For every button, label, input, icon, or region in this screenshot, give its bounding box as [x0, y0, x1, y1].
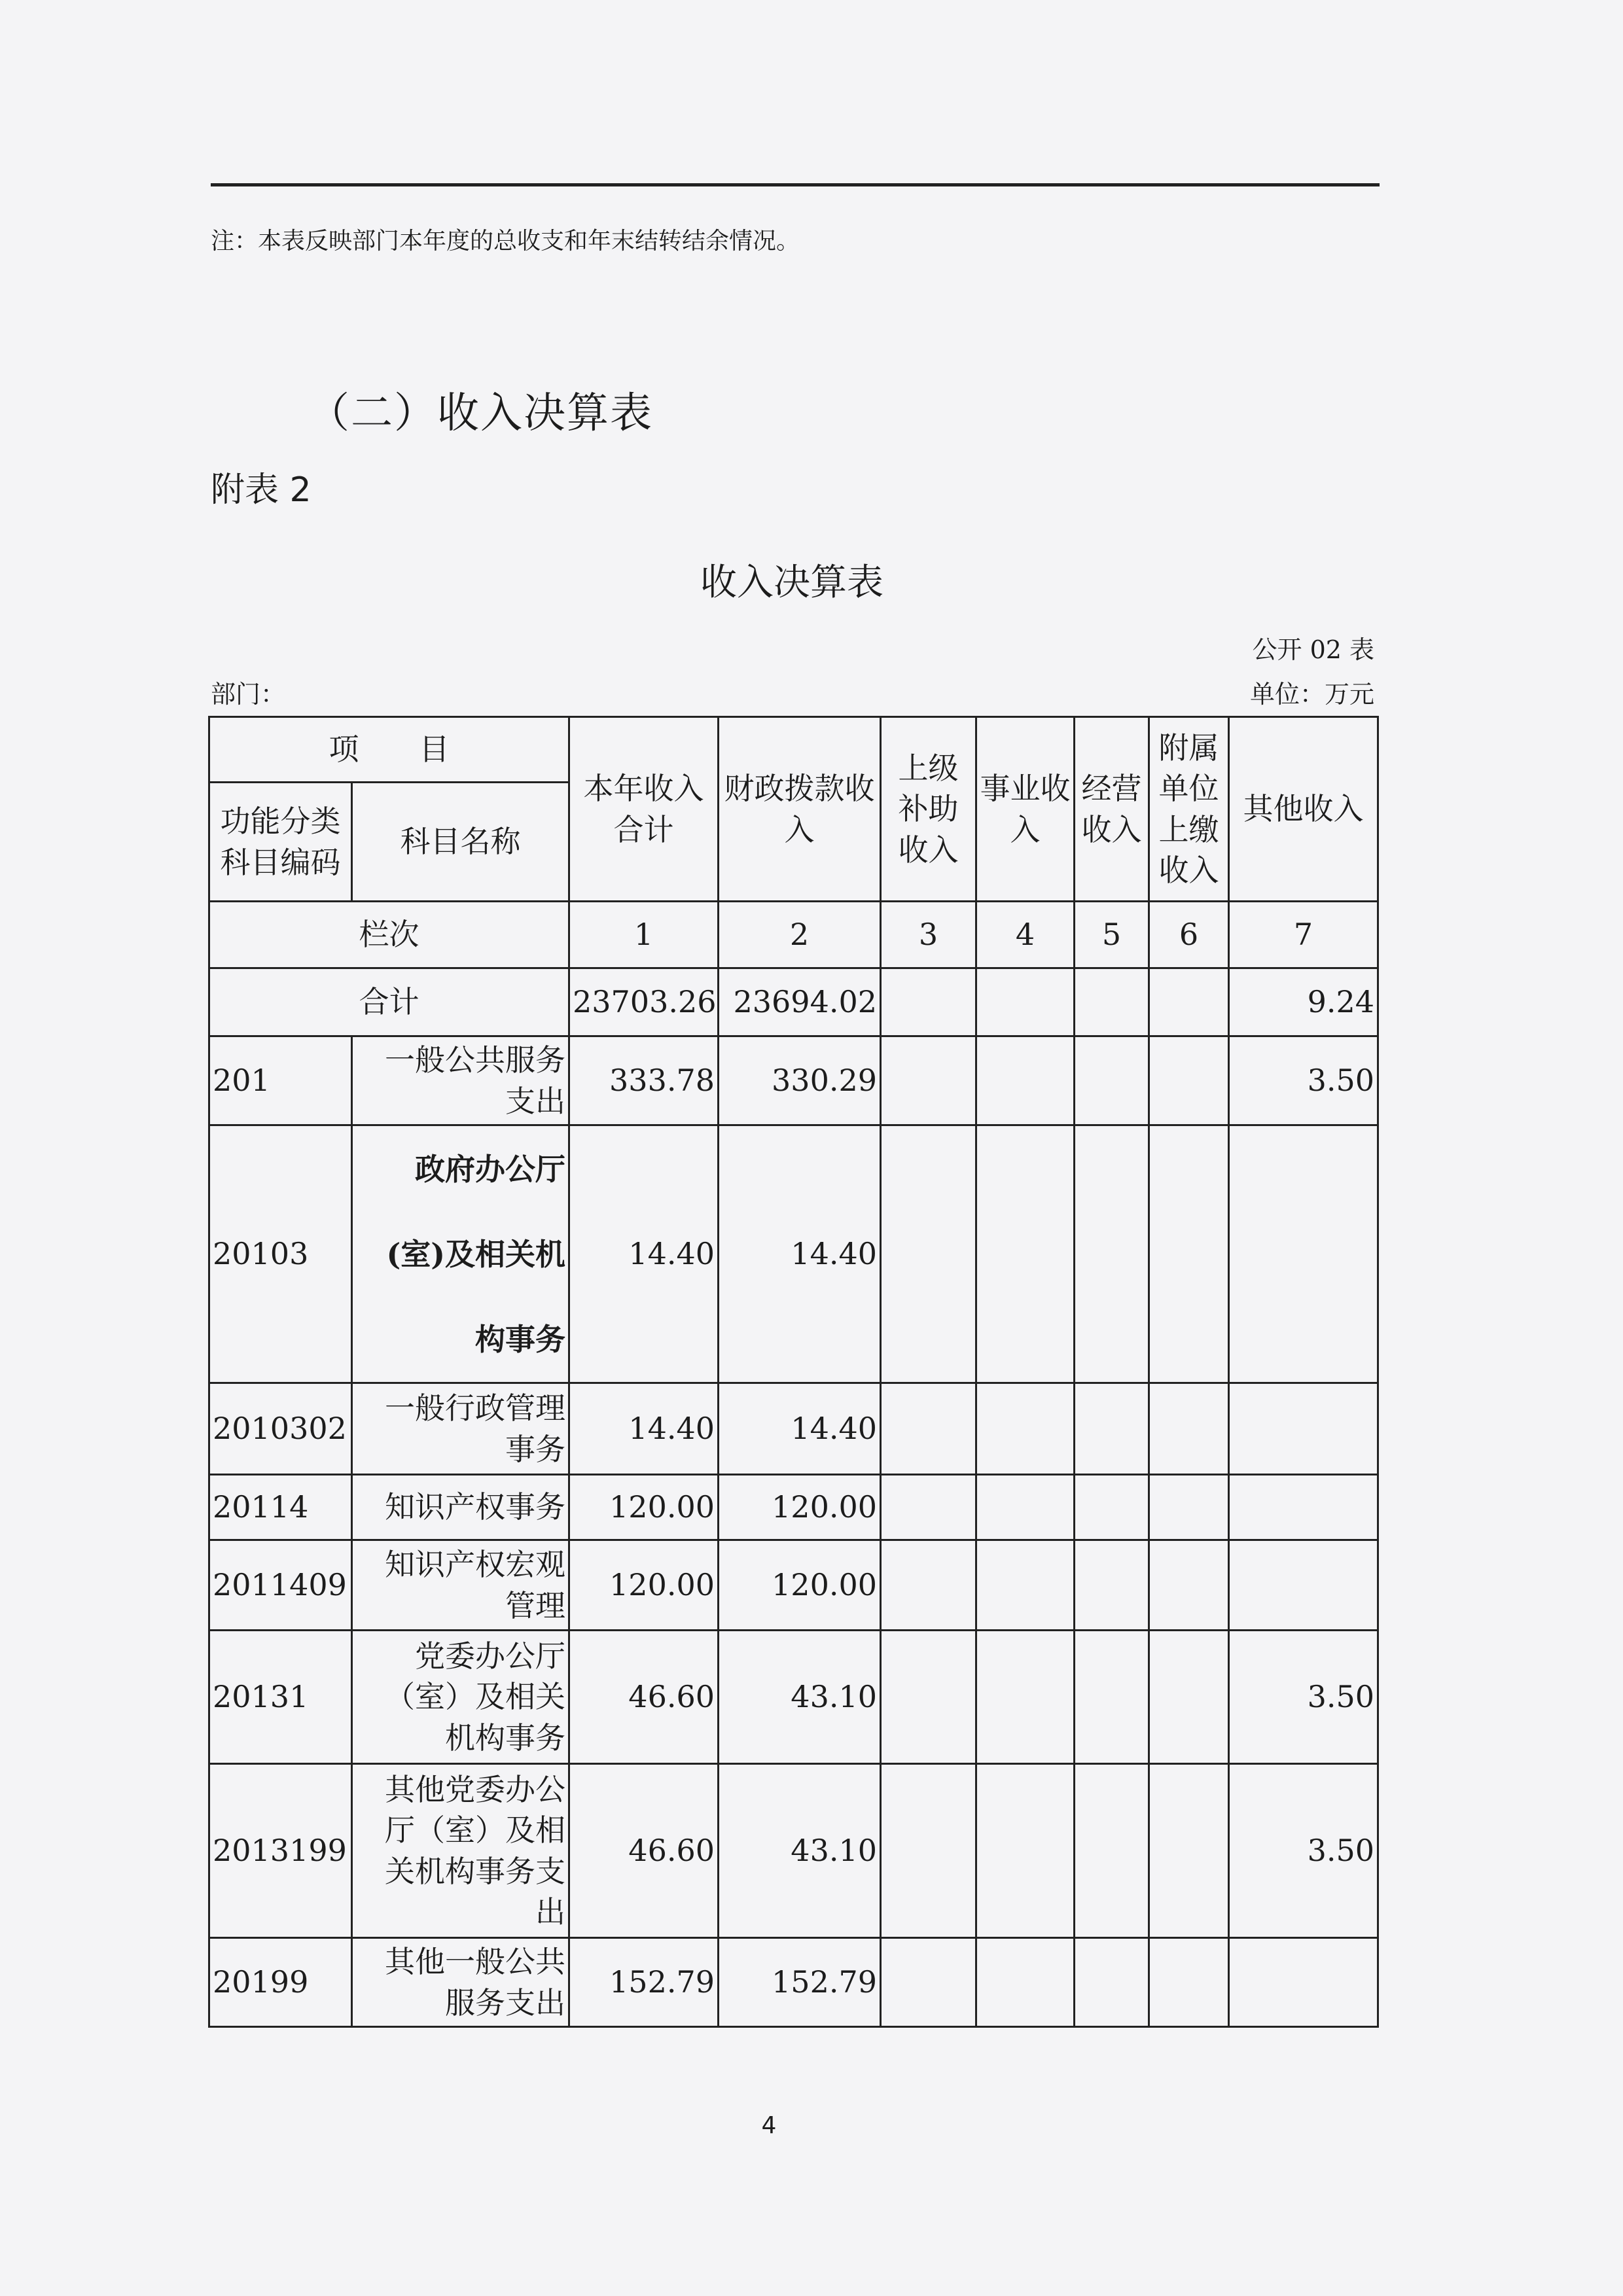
cell-fiscal: 330.29 [719, 1036, 881, 1125]
cell-business [976, 968, 1075, 1036]
cell-operating [1075, 1383, 1149, 1475]
table-title: 收入决算表 [700, 561, 883, 604]
cell-business [976, 1036, 1075, 1125]
table-row [209, 1125, 1378, 1383]
header-project: 项 目 [209, 717, 569, 783]
cell-affiliated [1149, 1475, 1229, 1540]
top-divider [211, 183, 1380, 186]
cell-operating [1075, 1475, 1149, 1540]
cell-subsidy [881, 1938, 976, 2027]
header-fiscal: 财政拨款收入 [719, 717, 881, 902]
column-number-row [209, 902, 1378, 968]
cell-affiliated [1149, 968, 1229, 1036]
total-label: 合计 [209, 968, 569, 1036]
col-num: 2 [719, 902, 881, 968]
cell-operating [1075, 1540, 1149, 1631]
col-num: 4 [976, 902, 1075, 968]
note-text: 注：本表反映部门本年度的总收支和年末结转结余情况。 [211, 228, 800, 255]
cell-total: 23703.26 [569, 968, 719, 1036]
column-label: 栏次 [209, 902, 569, 968]
cell-fiscal: 120.00 [719, 1475, 881, 1540]
cell-business [976, 1764, 1075, 1938]
cell-fiscal: 43.10 [719, 1764, 881, 1938]
section-heading: （二）收入决算表 [308, 389, 653, 438]
cell-total: 46.60 [569, 1631, 719, 1764]
income-table [208, 716, 1379, 2028]
cell-fiscal: 23694.02 [719, 968, 881, 1036]
cell-fiscal: 152.79 [719, 1938, 881, 2027]
cell-operating [1075, 1764, 1149, 1938]
cell-code: 2010302 [209, 1383, 352, 1475]
cell-fiscal: 14.40 [719, 1383, 881, 1475]
cell-operating [1075, 1938, 1149, 2027]
cell-other [1229, 1475, 1378, 1540]
cell-subsidy [881, 1036, 976, 1125]
cell-name-line: 政府办公厅 [415, 1151, 565, 1187]
table-row [209, 1764, 1378, 1938]
cell-subsidy [881, 1125, 976, 1383]
cell-total: 46.60 [569, 1764, 719, 1938]
cell-affiliated [1149, 1764, 1229, 1938]
cell-affiliated [1149, 1938, 1229, 2027]
cell-name-line: 构事务 [475, 1321, 565, 1357]
cell-subsidy [881, 1764, 976, 1938]
header-other: 其他收入 [1229, 717, 1378, 902]
unit-label: 单位：万元 [1249, 680, 1374, 709]
cell-code: 201 [209, 1036, 352, 1125]
cell-other: 9.24 [1229, 968, 1378, 1036]
cell-subsidy [881, 1631, 976, 1764]
cell-code: 2013199 [209, 1764, 352, 1938]
header-func-code: 功能分类科目编码 [209, 783, 352, 902]
cell-business [976, 1631, 1075, 1764]
cell-code: 2011409 [209, 1540, 352, 1631]
header-business: 事业收入 [976, 717, 1075, 902]
total-row [209, 968, 1378, 1036]
cell-fiscal: 14.40 [719, 1125, 881, 1383]
header-row-1 [209, 717, 1378, 783]
col-num: 6 [1149, 902, 1229, 968]
header-affiliated: 附属单位上缴收入 [1149, 717, 1229, 902]
cell-total: 152.79 [569, 1938, 719, 2027]
table-row [209, 1036, 1378, 1125]
cell-operating [1075, 1631, 1149, 1764]
cell-other: 3.50 [1229, 1631, 1378, 1764]
table-row [209, 1383, 1378, 1475]
cell-other [1229, 1938, 1378, 2027]
cell-total: 120.00 [569, 1540, 719, 1631]
cell-total: 333.78 [569, 1036, 719, 1125]
col-num: 1 [569, 902, 719, 968]
cell-subsidy [881, 968, 976, 1036]
cell-other [1229, 1383, 1378, 1475]
cell-name: 一般公共服务支出 [352, 1036, 569, 1125]
cell-name: 知识产权宏观管理 [352, 1540, 569, 1631]
cell-total: 120.00 [569, 1475, 719, 1540]
cell-subsidy [881, 1475, 976, 1540]
cell-subsidy [881, 1540, 976, 1631]
cell-total: 14.40 [569, 1383, 719, 1475]
cell-name [352, 1125, 569, 1383]
cell-code: 20131 [209, 1631, 352, 1764]
cell-affiliated [1149, 1631, 1229, 1764]
col-num: 7 [1229, 902, 1378, 968]
table-row [209, 1475, 1378, 1540]
cell-name: 其他党委办公厅（室）及相关机构事务支出 [352, 1764, 569, 1938]
cell-business [976, 1383, 1075, 1475]
cell-affiliated [1149, 1125, 1229, 1383]
cell-operating [1075, 1125, 1149, 1383]
cell-name: 党委办公厅（室）及相关机构事务 [352, 1631, 569, 1764]
cell-other [1229, 1125, 1378, 1383]
cell-other: 3.50 [1229, 1764, 1378, 1938]
cell-business [976, 1125, 1075, 1383]
page-number: 4 [761, 2112, 777, 2139]
cell-subsidy [881, 1383, 976, 1475]
cell-other [1229, 1540, 1378, 1631]
cell-operating [1075, 1036, 1149, 1125]
attachment-label: 附表 2 [211, 470, 312, 510]
table-row [209, 1631, 1378, 1764]
header-operating: 经营收入 [1075, 717, 1149, 902]
cell-fiscal: 43.10 [719, 1631, 881, 1764]
table-row [209, 1938, 1378, 2027]
cell-affiliated [1149, 1383, 1229, 1475]
form-code: 公开 02 表 [1252, 635, 1374, 664]
cell-affiliated [1149, 1540, 1229, 1631]
table-row [209, 1540, 1378, 1631]
cell-business [976, 1475, 1075, 1540]
cell-code: 20114 [209, 1475, 352, 1540]
cell-name: 一般行政管理事务 [352, 1383, 569, 1475]
department-label: 部门： [211, 680, 286, 709]
cell-affiliated [1149, 1036, 1229, 1125]
cell-operating [1075, 968, 1149, 1036]
cell-name: 其他一般公共服务支出 [352, 1938, 569, 2027]
cell-fiscal: 120.00 [719, 1540, 881, 1631]
cell-business [976, 1540, 1075, 1631]
cell-total: 14.40 [569, 1125, 719, 1383]
header-subject-name: 科目名称 [352, 783, 569, 902]
cell-business [976, 1938, 1075, 2027]
header-total-income: 本年收入合计 [569, 717, 719, 902]
col-num: 3 [881, 902, 976, 968]
col-num: 5 [1075, 902, 1149, 968]
cell-code: 20103 [209, 1125, 352, 1383]
cell-code: 20199 [209, 1938, 352, 2027]
cell-other: 3.50 [1229, 1036, 1378, 1125]
cell-name: 知识产权事务 [352, 1475, 569, 1540]
cell-name-line: (室)及相关机 [386, 1236, 565, 1272]
header-subsidy: 上级补助收入 [881, 717, 976, 902]
